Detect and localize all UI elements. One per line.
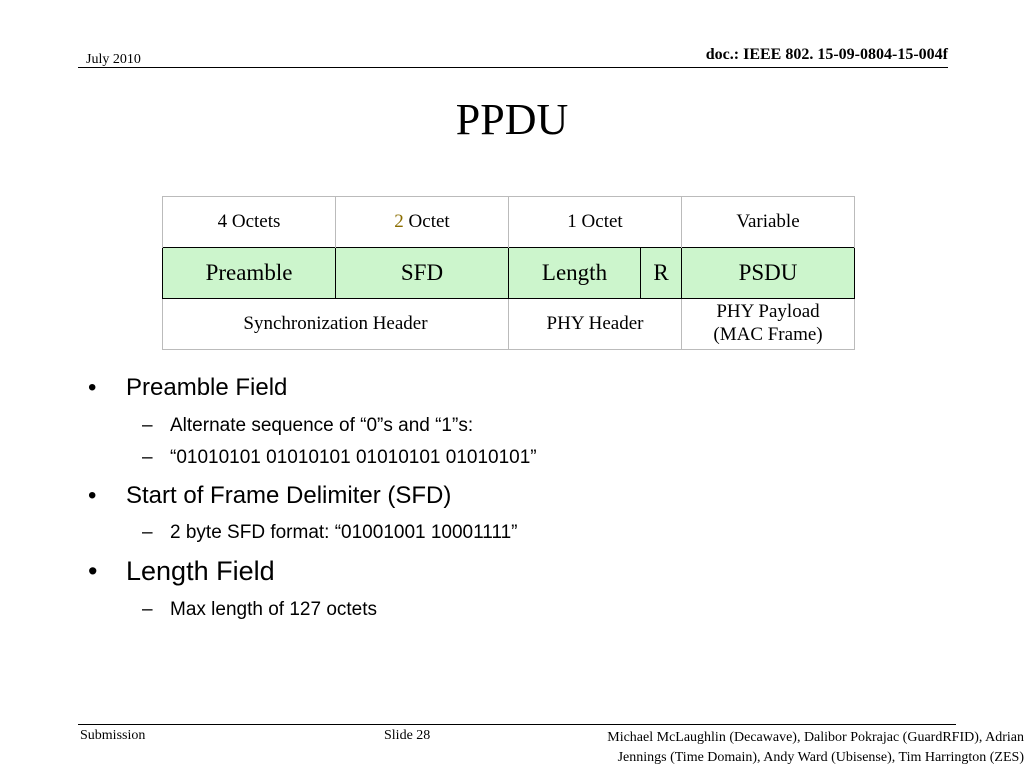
authors-line1: Michael McLaughlin (Decawave), Dalibor Pokrajac (GuardRFID), Adrian [607,730,1024,745]
field-sfd: SFD [336,248,509,299]
authors-line2: Jennings (Time Domain), Andy Ward (Ubisense), Tim Harrington (ZES) [617,750,1024,765]
slide-number: Slide 28 [384,728,431,743]
sub-bullet-text: Alternate sequence of “0”s and “1”s: [170,415,474,436]
phy-payload-line1: PHY Payload [716,301,820,323]
document-id: doc.: IEEE 802. 15-09-0804-15-004f [705,46,948,63]
bullet-marker: • [88,556,98,586]
phy-payload-line2: (MAC Frame) [713,324,823,345]
bullet-marker: • [88,374,97,401]
sub-bullet-marker: – [142,522,153,543]
sub-bullet-marker: – [142,415,153,436]
octet-size-row [163,197,855,248]
field-reserved: R [641,248,682,299]
section-phy-payload [682,299,855,350]
bullet-marker: • [88,482,97,509]
sub-bullet-text: Max length of 127 octets [170,599,378,620]
footer-divider [78,724,956,725]
footer-authors [607,728,1024,768]
field-psdu: PSDU [682,248,855,299]
size-sfd-number: 2 [394,211,404,232]
size-sfd-unit: Octet [403,211,450,232]
field-length: Length [509,248,641,299]
footer-submission: Submission [80,728,146,743]
slide-title: PPDU [455,95,569,144]
bullet-text: Preamble Field [126,374,288,401]
header-divider [78,67,948,68]
bullet-text: Length Field [126,556,275,586]
sub-bullet-marker: – [142,599,153,620]
size-sfd [336,197,509,248]
sub-bullet-text: “01010101 01010101 01010101 01010101” [170,447,537,468]
sub-bullet-marker: – [142,447,153,468]
header-date: July 2010 [86,52,141,67]
ppdu-frame-table [162,196,855,350]
size-psdu: Variable [682,197,855,248]
section-row [163,299,855,350]
section-phy-header: PHY Header [509,299,682,350]
sub-bullet-text: 2 byte SFD format: “01001001 10001111” [170,522,518,543]
field-row [163,248,855,299]
size-length: 1 Octet [509,197,682,248]
size-preamble: 4 Octets [163,197,336,248]
bullet-text: Start of Frame Delimiter (SFD) [126,482,452,509]
section-sync-header: Synchronization Header [163,299,509,350]
field-preamble: Preamble [163,248,336,299]
